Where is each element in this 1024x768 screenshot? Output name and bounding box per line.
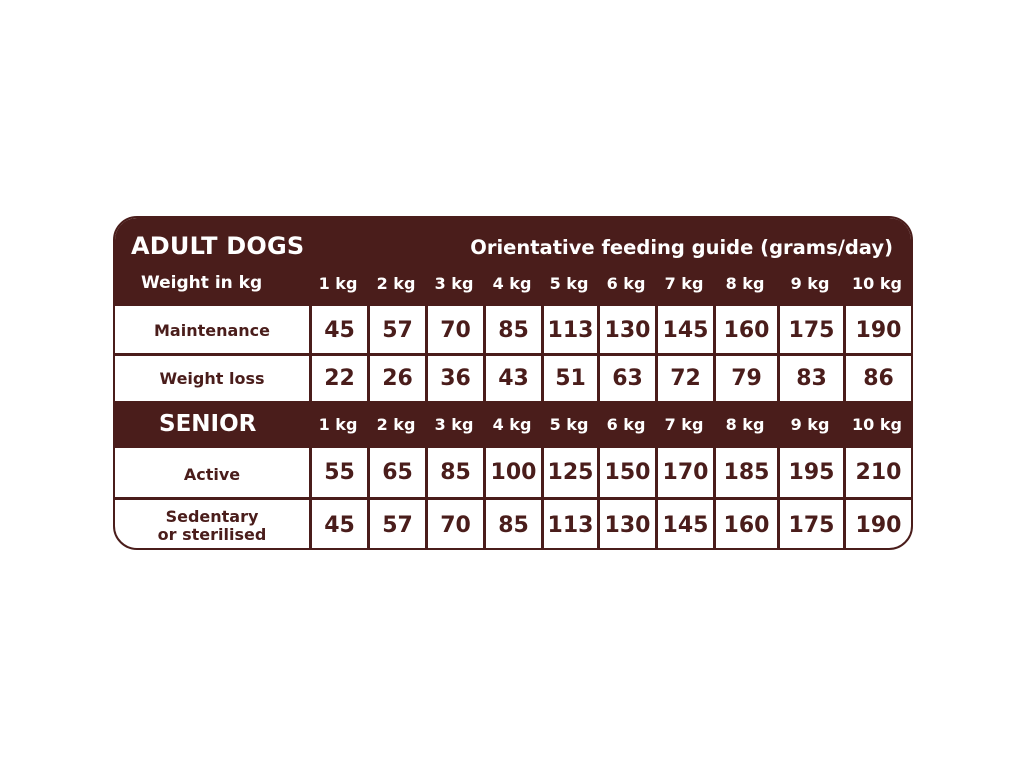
table-cell: 26 <box>367 356 425 401</box>
senior-weight-9kg: 9 kg <box>790 415 830 434</box>
senior-weight-4kg: 4 kg <box>492 415 532 434</box>
senior-weight-2kg: 2 kg <box>376 415 416 434</box>
table-cell: 85 <box>483 306 541 354</box>
feeding-guide-title: Orientative feeding guide (grams/day) <box>470 236 893 259</box>
adult-weight-8kg: 8 kg <box>725 274 765 293</box>
table-cell: 55 <box>309 448 367 497</box>
table-cell: 125 <box>541 448 597 497</box>
senior-weight-5kg: 5 kg <box>549 415 589 434</box>
senior-weight-7kg: 7 kg <box>664 415 704 434</box>
row-label-sedentary-line1: Sedentary <box>165 507 259 526</box>
table-cell: 70 <box>425 500 483 550</box>
table-cell: 85 <box>483 500 541 550</box>
table-cell: 175 <box>777 306 843 354</box>
adult-weight-7kg: 7 kg <box>664 274 704 293</box>
adult-weight-4kg: 4 kg <box>492 274 532 293</box>
row-label-active: Active <box>183 465 241 484</box>
table-cell: 83 <box>777 356 843 401</box>
adult-weight-2kg: 2 kg <box>376 274 416 293</box>
adult-weight-3kg: 3 kg <box>434 274 474 293</box>
feeding-guide-table <box>113 216 913 550</box>
table-row <box>115 306 911 354</box>
table-cell: 175 <box>777 500 843 550</box>
table-cell: 130 <box>597 500 655 550</box>
table-cell: 160 <box>713 500 777 550</box>
table-cell: 113 <box>541 306 597 354</box>
table-row <box>115 500 911 550</box>
senior-header-band <box>115 401 911 448</box>
table-cell: 190 <box>843 306 911 354</box>
senior-weight-6kg: 6 kg <box>606 415 646 434</box>
table-row <box>115 448 911 497</box>
senior-title: SENIOR <box>159 411 257 437</box>
row-label-sedentary <box>115 508 309 544</box>
senior-weight-8kg: 8 kg <box>725 415 765 434</box>
senior-weight-1kg: 1 kg <box>318 415 358 434</box>
table-cell: 195 <box>777 448 843 497</box>
adult-weight-10kg: 10 kg <box>852 274 902 293</box>
table-cell: 100 <box>483 448 541 497</box>
adult-weight-6kg: 6 kg <box>606 274 646 293</box>
adult-weight-5kg: 5 kg <box>549 274 589 293</box>
table-cell: 145 <box>655 306 713 354</box>
table-cell: 43 <box>483 356 541 401</box>
table-cell: 65 <box>367 448 425 497</box>
table-row <box>115 356 911 401</box>
table-cell: 160 <box>713 306 777 354</box>
table-cell: 45 <box>309 306 367 354</box>
table-cell: 51 <box>541 356 597 401</box>
table-cell: 22 <box>309 356 367 401</box>
senior-weight-10kg: 10 kg <box>852 415 902 434</box>
table-cell: 63 <box>597 356 655 401</box>
adult-weight-9kg: 9 kg <box>790 274 830 293</box>
table-cell: 145 <box>655 500 713 550</box>
table-cell: 57 <box>367 500 425 550</box>
senior-weight-3kg: 3 kg <box>434 415 474 434</box>
table-cell: 57 <box>367 306 425 354</box>
table-cell: 210 <box>843 448 911 497</box>
row-label-sedentary-line2: or sterilised <box>157 525 267 544</box>
row-label-weight-loss: Weight loss <box>159 369 265 388</box>
table-cell: 185 <box>713 448 777 497</box>
table-cell: 86 <box>843 356 911 401</box>
table-cell: 36 <box>425 356 483 401</box>
adult-header-band <box>115 218 911 306</box>
table-cell: 113 <box>541 500 597 550</box>
adult-weight-1kg: 1 kg <box>318 274 358 293</box>
table-cell: 170 <box>655 448 713 497</box>
table-cell: 190 <box>843 500 911 550</box>
table-cell: 130 <box>597 306 655 354</box>
table-cell: 45 <box>309 500 367 550</box>
table-cell: 79 <box>713 356 777 401</box>
table-cell: 150 <box>597 448 655 497</box>
row-label-maintenance: Maintenance <box>153 321 270 340</box>
table-cell: 72 <box>655 356 713 401</box>
adult-dogs-title: ADULT DOGS <box>131 232 305 260</box>
table-cell: 70 <box>425 306 483 354</box>
table-cell: 85 <box>425 448 483 497</box>
weight-in-kg-label: Weight in kg <box>141 273 263 293</box>
